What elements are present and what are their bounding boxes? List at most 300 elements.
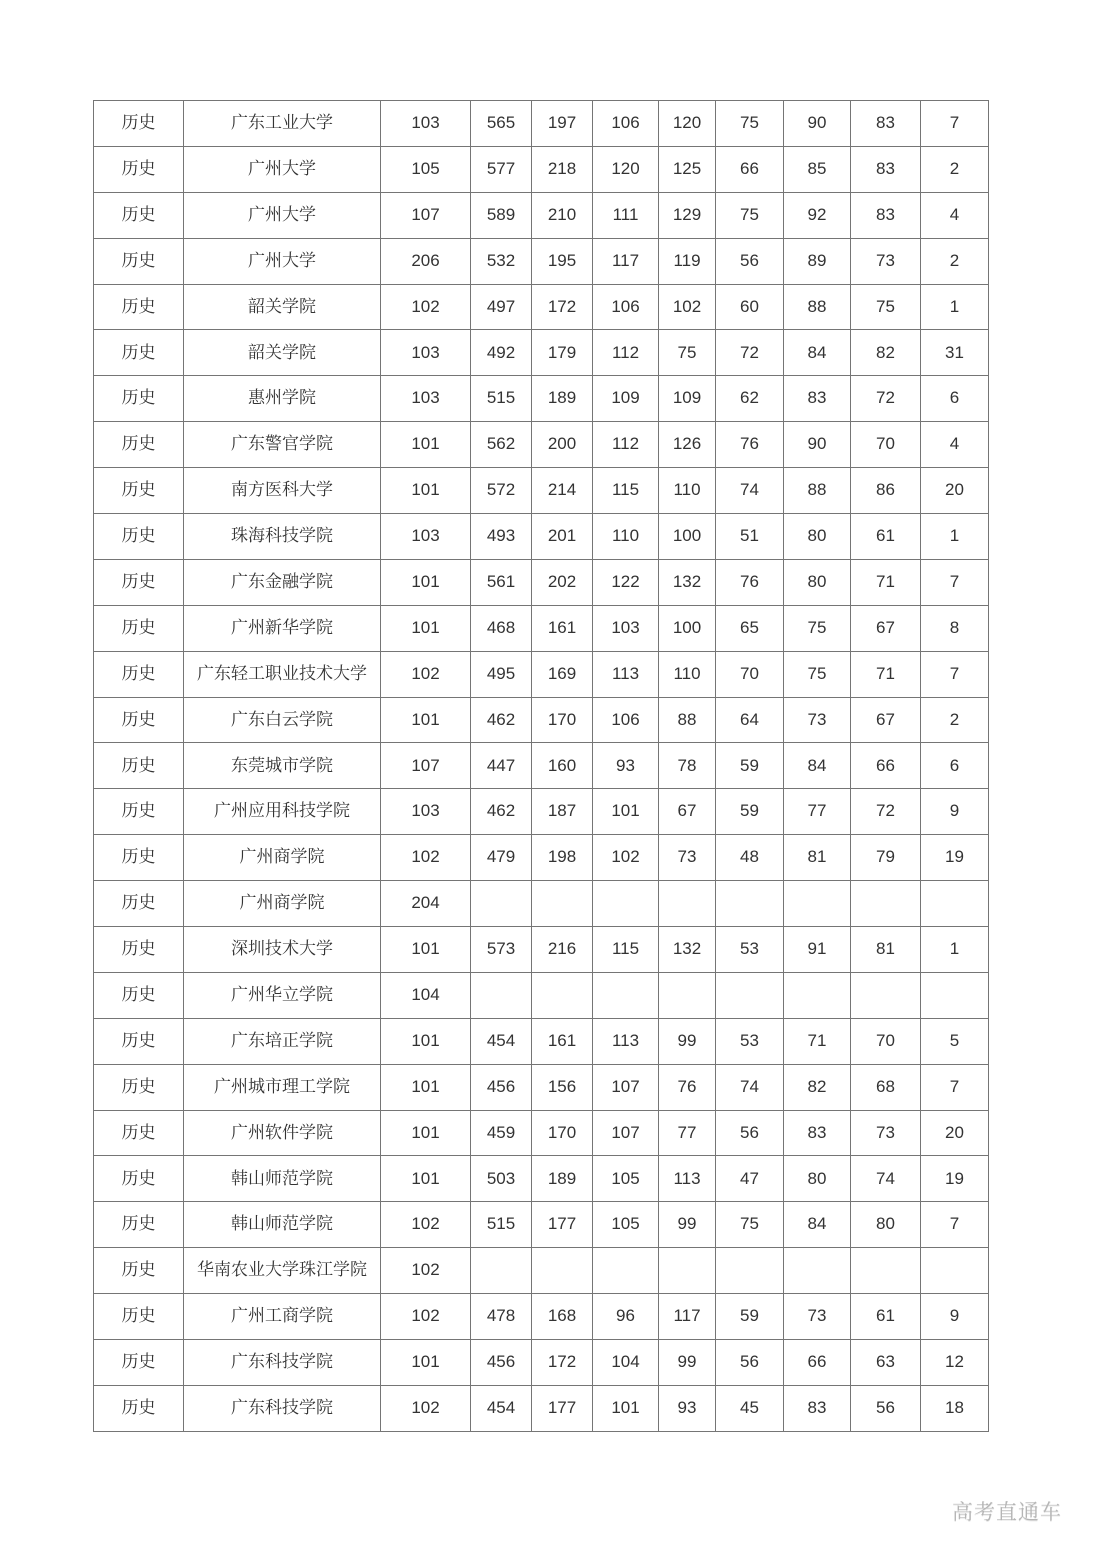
- value-cell: 172: [532, 1340, 593, 1386]
- school-cell: 广州商学院: [184, 881, 381, 927]
- value-cell: 468: [471, 605, 532, 651]
- value-cell: 1: [921, 927, 989, 973]
- value-cell: 113: [593, 651, 659, 697]
- value-cell: 7: [921, 1064, 989, 1110]
- value-cell: 19: [921, 1156, 989, 1202]
- value-cell: [532, 881, 593, 927]
- value-cell: 77: [659, 1110, 716, 1156]
- value-cell: 497: [471, 284, 532, 330]
- value-cell: 456: [471, 1340, 532, 1386]
- value-cell: 479: [471, 835, 532, 881]
- table-row: [94, 881, 989, 927]
- value-cell: 88: [659, 697, 716, 743]
- value-cell: 66: [716, 146, 784, 192]
- value-cell: 210: [532, 192, 593, 238]
- subject-cell: 历史: [94, 1110, 184, 1156]
- value-cell: 103: [593, 605, 659, 651]
- table-row: [94, 1385, 989, 1431]
- value-cell: 103: [381, 101, 471, 147]
- value-cell: 105: [381, 146, 471, 192]
- value-cell: 78: [659, 743, 716, 789]
- value-cell: 106: [593, 697, 659, 743]
- value-cell: 79: [851, 835, 921, 881]
- table-row: [94, 559, 989, 605]
- value-cell: 90: [784, 422, 851, 468]
- school-cell: 广州新华学院: [184, 605, 381, 651]
- value-cell: 107: [381, 743, 471, 789]
- table-row: [94, 789, 989, 835]
- value-cell: 104: [593, 1340, 659, 1386]
- table-row: [94, 1294, 989, 1340]
- value-cell: 75: [716, 192, 784, 238]
- table-row: [94, 1202, 989, 1248]
- value-cell: 56: [716, 1110, 784, 1156]
- value-cell: 170: [532, 1110, 593, 1156]
- value-cell: 168: [532, 1294, 593, 1340]
- value-cell: 112: [593, 422, 659, 468]
- value-cell: 72: [716, 330, 784, 376]
- value-cell: [659, 881, 716, 927]
- value-cell: 19: [921, 835, 989, 881]
- value-cell: 83: [851, 101, 921, 147]
- table-row: [94, 1110, 989, 1156]
- school-cell: 广东工业大学: [184, 101, 381, 147]
- value-cell: [784, 972, 851, 1018]
- value-cell: 73: [851, 238, 921, 284]
- value-cell: 101: [381, 1156, 471, 1202]
- value-cell: 82: [851, 330, 921, 376]
- table-row: [94, 192, 989, 238]
- value-cell: 18: [921, 1385, 989, 1431]
- value-cell: 120: [659, 101, 716, 147]
- value-cell: 204: [381, 881, 471, 927]
- value-cell: 132: [659, 559, 716, 605]
- table-row: [94, 972, 989, 1018]
- value-cell: 9: [921, 789, 989, 835]
- school-cell: 东莞城市学院: [184, 743, 381, 789]
- value-cell: 478: [471, 1294, 532, 1340]
- value-cell: [921, 1248, 989, 1294]
- school-cell: 广东培正学院: [184, 1018, 381, 1064]
- value-cell: 20: [921, 1110, 989, 1156]
- value-cell: 103: [381, 330, 471, 376]
- value-cell: 110: [593, 514, 659, 560]
- value-cell: [659, 1248, 716, 1294]
- value-cell: 92: [784, 192, 851, 238]
- table-row: [94, 330, 989, 376]
- admissions-table-container: [93, 100, 989, 1432]
- value-cell: 113: [659, 1156, 716, 1202]
- value-cell: 80: [784, 1156, 851, 1202]
- school-cell: 南方医科大学: [184, 468, 381, 514]
- table-body: [94, 101, 989, 1432]
- value-cell: 201: [532, 514, 593, 560]
- value-cell: 80: [851, 1202, 921, 1248]
- subject-cell: 历史: [94, 881, 184, 927]
- value-cell: 68: [851, 1064, 921, 1110]
- value-cell: [851, 881, 921, 927]
- value-cell: 177: [532, 1202, 593, 1248]
- value-cell: [532, 972, 593, 1018]
- value-cell: 200: [532, 422, 593, 468]
- school-cell: 广东科技学院: [184, 1340, 381, 1386]
- value-cell: 5: [921, 1018, 989, 1064]
- value-cell: [921, 881, 989, 927]
- value-cell: 101: [381, 1064, 471, 1110]
- value-cell: 493: [471, 514, 532, 560]
- value-cell: 56: [716, 238, 784, 284]
- value-cell: 75: [851, 284, 921, 330]
- value-cell: 72: [851, 376, 921, 422]
- school-cell: 广州大学: [184, 146, 381, 192]
- value-cell: 74: [716, 468, 784, 514]
- school-cell: 深圳技术大学: [184, 927, 381, 973]
- value-cell: 106: [593, 101, 659, 147]
- value-cell: 73: [659, 835, 716, 881]
- school-cell: 韩山师范学院: [184, 1202, 381, 1248]
- value-cell: 109: [659, 376, 716, 422]
- value-cell: 76: [716, 559, 784, 605]
- value-cell: 206: [381, 238, 471, 284]
- admissions-scores-table: [93, 100, 989, 1432]
- value-cell: 20: [921, 468, 989, 514]
- value-cell: 53: [716, 1018, 784, 1064]
- value-cell: 169: [532, 651, 593, 697]
- value-cell: 198: [532, 835, 593, 881]
- value-cell: 76: [716, 422, 784, 468]
- value-cell: 102: [381, 1248, 471, 1294]
- value-cell: 106: [593, 284, 659, 330]
- value-cell: 454: [471, 1018, 532, 1064]
- value-cell: 103: [381, 514, 471, 560]
- value-cell: 62: [716, 376, 784, 422]
- value-cell: [716, 881, 784, 927]
- value-cell: 189: [532, 1156, 593, 1202]
- table-row: [94, 376, 989, 422]
- value-cell: 70: [851, 1018, 921, 1064]
- school-cell: 广东科技学院: [184, 1385, 381, 1431]
- value-cell: 562: [471, 422, 532, 468]
- value-cell: 4: [921, 192, 989, 238]
- subject-cell: 历史: [94, 146, 184, 192]
- value-cell: 84: [784, 743, 851, 789]
- value-cell: 515: [471, 1202, 532, 1248]
- value-cell: 67: [659, 789, 716, 835]
- subject-cell: 历史: [94, 1294, 184, 1340]
- value-cell: 7: [921, 1202, 989, 1248]
- value-cell: 1: [921, 284, 989, 330]
- table-row: [94, 1018, 989, 1064]
- value-cell: 218: [532, 146, 593, 192]
- value-cell: 84: [784, 330, 851, 376]
- table-row: [94, 1156, 989, 1202]
- value-cell: 75: [784, 651, 851, 697]
- value-cell: 100: [659, 514, 716, 560]
- table-row: [94, 468, 989, 514]
- value-cell: 107: [593, 1064, 659, 1110]
- subject-cell: 历史: [94, 559, 184, 605]
- value-cell: [471, 972, 532, 1018]
- value-cell: 53: [716, 927, 784, 973]
- value-cell: 61: [851, 1294, 921, 1340]
- value-cell: 60: [716, 284, 784, 330]
- value-cell: [593, 1248, 659, 1294]
- value-cell: 83: [784, 1385, 851, 1431]
- value-cell: 74: [716, 1064, 784, 1110]
- value-cell: 103: [381, 376, 471, 422]
- value-cell: [784, 1248, 851, 1294]
- table-row: [94, 238, 989, 284]
- subject-cell: 历史: [94, 238, 184, 284]
- value-cell: 577: [471, 146, 532, 192]
- value-cell: 82: [784, 1064, 851, 1110]
- value-cell: 66: [784, 1340, 851, 1386]
- subject-cell: 历史: [94, 422, 184, 468]
- value-cell: 63: [851, 1340, 921, 1386]
- value-cell: 76: [659, 1064, 716, 1110]
- value-cell: 107: [593, 1110, 659, 1156]
- value-cell: 101: [593, 1385, 659, 1431]
- value-cell: 64: [716, 697, 784, 743]
- value-cell: 70: [851, 422, 921, 468]
- subject-cell: 历史: [94, 1340, 184, 1386]
- value-cell: 101: [381, 468, 471, 514]
- subject-cell: 历史: [94, 376, 184, 422]
- table-row: [94, 101, 989, 147]
- subject-cell: 历史: [94, 605, 184, 651]
- value-cell: 573: [471, 927, 532, 973]
- value-cell: 100: [659, 605, 716, 651]
- value-cell: 83: [851, 192, 921, 238]
- subject-cell: 历史: [94, 1018, 184, 1064]
- table-row: [94, 651, 989, 697]
- value-cell: 6: [921, 376, 989, 422]
- value-cell: 75: [716, 101, 784, 147]
- value-cell: 9: [921, 1294, 989, 1340]
- value-cell: 71: [784, 1018, 851, 1064]
- subject-cell: 历史: [94, 651, 184, 697]
- value-cell: [851, 972, 921, 1018]
- value-cell: 111: [593, 192, 659, 238]
- value-cell: 101: [381, 1340, 471, 1386]
- value-cell: 88: [784, 284, 851, 330]
- value-cell: 119: [659, 238, 716, 284]
- table-row: [94, 146, 989, 192]
- value-cell: 102: [381, 1294, 471, 1340]
- value-cell: 74: [851, 1156, 921, 1202]
- value-cell: 31: [921, 330, 989, 376]
- value-cell: 2: [921, 146, 989, 192]
- value-cell: 132: [659, 927, 716, 973]
- value-cell: 105: [593, 1156, 659, 1202]
- school-cell: 广东轻工职业技术大学: [184, 651, 381, 697]
- value-cell: 454: [471, 1385, 532, 1431]
- value-cell: 589: [471, 192, 532, 238]
- value-cell: 172: [532, 284, 593, 330]
- value-cell: [593, 881, 659, 927]
- value-cell: 126: [659, 422, 716, 468]
- value-cell: 161: [532, 1018, 593, 1064]
- value-cell: 73: [784, 697, 851, 743]
- value-cell: 456: [471, 1064, 532, 1110]
- value-cell: 113: [593, 1018, 659, 1064]
- value-cell: [471, 881, 532, 927]
- value-cell: 102: [381, 651, 471, 697]
- school-cell: 韶关学院: [184, 284, 381, 330]
- value-cell: 160: [532, 743, 593, 789]
- value-cell: 56: [716, 1340, 784, 1386]
- value-cell: 2: [921, 238, 989, 284]
- value-cell: 71: [851, 651, 921, 697]
- value-cell: [851, 1248, 921, 1294]
- value-cell: 84: [784, 1202, 851, 1248]
- value-cell: 495: [471, 651, 532, 697]
- school-cell: 华南农业大学珠江学院: [184, 1248, 381, 1294]
- value-cell: 561: [471, 559, 532, 605]
- value-cell: 59: [716, 1294, 784, 1340]
- value-cell: 73: [851, 1110, 921, 1156]
- value-cell: 104: [381, 972, 471, 1018]
- value-cell: 59: [716, 743, 784, 789]
- value-cell: 75: [784, 605, 851, 651]
- value-cell: 99: [659, 1202, 716, 1248]
- value-cell: 107: [381, 192, 471, 238]
- value-cell: 532: [471, 238, 532, 284]
- value-cell: 65: [716, 605, 784, 651]
- table-row: [94, 605, 989, 651]
- value-cell: 115: [593, 927, 659, 973]
- table-row: [94, 1248, 989, 1294]
- value-cell: 99: [659, 1340, 716, 1386]
- value-cell: 96: [593, 1294, 659, 1340]
- value-cell: 99: [659, 1018, 716, 1064]
- value-cell: 1: [921, 514, 989, 560]
- value-cell: 6: [921, 743, 989, 789]
- school-cell: 广州工商学院: [184, 1294, 381, 1340]
- school-cell: 韶关学院: [184, 330, 381, 376]
- subject-cell: 历史: [94, 743, 184, 789]
- value-cell: 45: [716, 1385, 784, 1431]
- value-cell: 565: [471, 101, 532, 147]
- value-cell: 503: [471, 1156, 532, 1202]
- value-cell: 101: [381, 697, 471, 743]
- table-row: [94, 927, 989, 973]
- value-cell: 101: [381, 559, 471, 605]
- value-cell: 125: [659, 146, 716, 192]
- value-cell: 156: [532, 1064, 593, 1110]
- value-cell: [471, 1248, 532, 1294]
- value-cell: 122: [593, 559, 659, 605]
- value-cell: [716, 972, 784, 1018]
- subject-cell: 历史: [94, 330, 184, 376]
- subject-cell: 历史: [94, 514, 184, 560]
- table-row: [94, 697, 989, 743]
- value-cell: 61: [851, 514, 921, 560]
- watermark-text: 高考直通车: [952, 1501, 1062, 1524]
- school-cell: 珠海科技学院: [184, 514, 381, 560]
- table-row: [94, 743, 989, 789]
- value-cell: 129: [659, 192, 716, 238]
- value-cell: 101: [381, 1110, 471, 1156]
- value-cell: 101: [381, 422, 471, 468]
- subject-cell: 历史: [94, 1385, 184, 1431]
- value-cell: 447: [471, 743, 532, 789]
- value-cell: 71: [851, 559, 921, 605]
- subject-cell: 历史: [94, 468, 184, 514]
- subject-cell: 历史: [94, 835, 184, 881]
- value-cell: 47: [716, 1156, 784, 1202]
- value-cell: 109: [593, 376, 659, 422]
- value-cell: 115: [593, 468, 659, 514]
- value-cell: 70: [716, 651, 784, 697]
- value-cell: 66: [851, 743, 921, 789]
- value-cell: 462: [471, 789, 532, 835]
- value-cell: 515: [471, 376, 532, 422]
- value-cell: 187: [532, 789, 593, 835]
- value-cell: 214: [532, 468, 593, 514]
- table-row: [94, 514, 989, 560]
- value-cell: 51: [716, 514, 784, 560]
- value-cell: 93: [593, 743, 659, 789]
- value-cell: 101: [381, 1018, 471, 1064]
- subject-cell: 历史: [94, 927, 184, 973]
- value-cell: 105: [593, 1202, 659, 1248]
- value-cell: [716, 1248, 784, 1294]
- value-cell: [659, 972, 716, 1018]
- school-cell: 惠州学院: [184, 376, 381, 422]
- value-cell: 161: [532, 605, 593, 651]
- school-cell: 广州城市理工学院: [184, 1064, 381, 1110]
- value-cell: 56: [851, 1385, 921, 1431]
- value-cell: 110: [659, 468, 716, 514]
- subject-cell: 历史: [94, 1202, 184, 1248]
- value-cell: 85: [784, 146, 851, 192]
- value-cell: [593, 972, 659, 1018]
- value-cell: 202: [532, 559, 593, 605]
- value-cell: 459: [471, 1110, 532, 1156]
- value-cell: 572: [471, 468, 532, 514]
- value-cell: 120: [593, 146, 659, 192]
- value-cell: 8: [921, 605, 989, 651]
- value-cell: 7: [921, 101, 989, 147]
- school-cell: 广州大学: [184, 192, 381, 238]
- value-cell: 102: [381, 1385, 471, 1431]
- value-cell: 67: [851, 697, 921, 743]
- value-cell: 81: [784, 835, 851, 881]
- value-cell: 59: [716, 789, 784, 835]
- subject-cell: 历史: [94, 972, 184, 1018]
- subject-cell: 历史: [94, 1064, 184, 1110]
- value-cell: 195: [532, 238, 593, 284]
- value-cell: [532, 1248, 593, 1294]
- value-cell: [784, 881, 851, 927]
- value-cell: 83: [851, 146, 921, 192]
- school-cell: 广州软件学院: [184, 1110, 381, 1156]
- value-cell: 102: [659, 284, 716, 330]
- table-row: [94, 422, 989, 468]
- value-cell: 102: [381, 284, 471, 330]
- value-cell: 117: [593, 238, 659, 284]
- school-cell: 广州商学院: [184, 835, 381, 881]
- value-cell: 170: [532, 697, 593, 743]
- value-cell: 73: [784, 1294, 851, 1340]
- value-cell: 80: [784, 514, 851, 560]
- value-cell: 83: [784, 1110, 851, 1156]
- value-cell: 117: [659, 1294, 716, 1340]
- value-cell: 89: [784, 238, 851, 284]
- value-cell: 88: [784, 468, 851, 514]
- value-cell: 216: [532, 927, 593, 973]
